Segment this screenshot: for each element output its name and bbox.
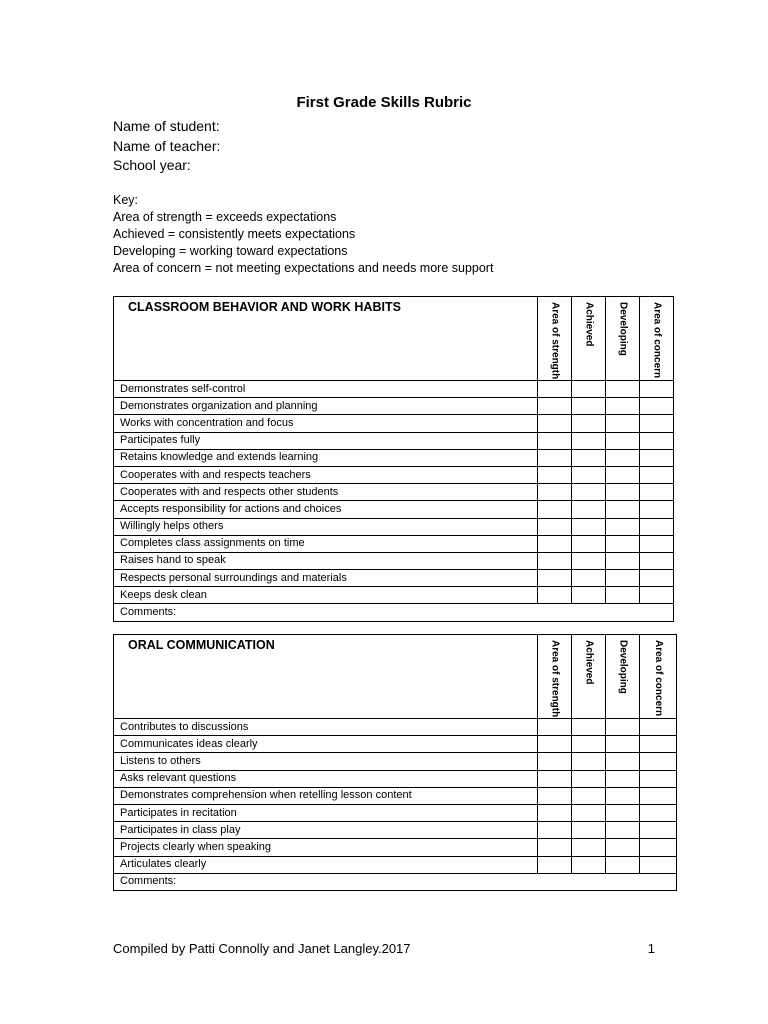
rating-cell[interactable] (606, 398, 640, 415)
rating-cell[interactable] (538, 856, 572, 873)
table-row (114, 398, 674, 415)
table-row (114, 787, 677, 804)
rating-cell[interactable] (572, 719, 606, 736)
footer-credit: Compiled by Patti Connolly and Janet Langley.2017 (113, 941, 411, 956)
column-header (572, 297, 606, 381)
table-row (114, 856, 677, 873)
rating-cell[interactable] (606, 432, 640, 449)
rating-cell[interactable] (572, 587, 606, 604)
column-header-label: Area of strength (549, 640, 561, 718)
table-row (114, 466, 674, 483)
rating-cell[interactable] (640, 466, 674, 483)
rating-cell[interactable] (606, 484, 640, 501)
rating-cell[interactable] (538, 535, 572, 552)
rating-cell[interactable] (640, 501, 674, 518)
key-line: Achieved = consistently meets expectations (113, 227, 356, 241)
rating-cell[interactable] (572, 398, 606, 415)
table-row (114, 381, 674, 398)
table-row (114, 753, 677, 770)
rating-cell[interactable] (640, 587, 674, 604)
rating-cell[interactable] (572, 381, 606, 398)
rating-cell[interactable] (606, 719, 640, 736)
skill-label: Accepts responsibility for actions and choices (114, 501, 538, 518)
rating-cell[interactable] (606, 415, 640, 432)
rating-cell[interactable] (606, 518, 640, 535)
rating-cell[interactable] (606, 466, 640, 483)
rating-cell[interactable] (640, 432, 674, 449)
skill-label: Respects personal surroundings and materials (114, 570, 538, 587)
skill-label: Willingly helps others (114, 518, 538, 535)
table-row (114, 719, 677, 736)
teacher-name-label: Name of teacher: (113, 137, 221, 154)
skill-label: Completes class assignments on time (114, 535, 538, 552)
table-row (114, 518, 674, 535)
rating-cell[interactable] (572, 432, 606, 449)
rating-cell[interactable] (572, 753, 606, 770)
key-heading: Key: (113, 193, 139, 207)
table-row (114, 839, 677, 856)
rating-cell[interactable] (606, 770, 640, 787)
rating-cell[interactable] (572, 518, 606, 535)
key-line: Area of strength = exceeds expectations (113, 210, 337, 224)
skill-label: Demonstrates organization and planning (114, 398, 538, 415)
rating-cell[interactable] (606, 804, 640, 821)
table-header-row (114, 635, 677, 719)
comments-row (114, 873, 677, 890)
student-name-label: Name of student: (113, 118, 220, 134)
column-header-label: Developing (617, 302, 629, 356)
rating-cell[interactable] (538, 570, 572, 587)
rating-cell[interactable] (640, 570, 674, 587)
table-row (114, 449, 674, 466)
comments-row (114, 604, 674, 621)
table-row (114, 535, 674, 552)
rating-cell[interactable] (572, 839, 606, 856)
rating-cell[interactable] (572, 787, 606, 804)
footer (113, 941, 655, 956)
rating-cell[interactable] (572, 449, 606, 466)
rating-cell[interactable] (640, 839, 677, 856)
rating-cell[interactable] (538, 719, 572, 736)
skill-label: Listens to others (114, 753, 538, 770)
rating-cell[interactable] (572, 736, 606, 753)
rating-cell[interactable] (538, 587, 572, 604)
rating-cell[interactable] (538, 822, 572, 839)
rating-cell[interactable] (572, 570, 606, 587)
school-year-label: School year: (113, 157, 191, 173)
rating-cell[interactable] (572, 466, 606, 483)
rating-cell[interactable] (538, 518, 572, 535)
rating-cell[interactable] (606, 839, 640, 856)
student-info (113, 117, 220, 176)
skill-label: Participates fully (114, 432, 538, 449)
rating-cell[interactable] (640, 449, 674, 466)
table-row (114, 804, 677, 821)
rating-cell[interactable] (572, 770, 606, 787)
rating-key (113, 192, 493, 277)
column-header-label: Area of concern (651, 302, 663, 379)
skill-label: Contributes to discussions (114, 719, 538, 736)
column-header-label: Area of strength (549, 302, 561, 380)
rating-cell[interactable] (606, 736, 640, 753)
table-row (114, 570, 674, 587)
skill-label: Raises hand to speak (114, 552, 538, 569)
rating-cell[interactable] (538, 415, 572, 432)
rating-cell[interactable] (640, 804, 677, 821)
rating-cell[interactable] (640, 770, 677, 787)
skill-label: Demonstrates self-control (114, 381, 538, 398)
column-header (538, 635, 572, 719)
column-header-label: Achieved (583, 640, 595, 685)
skill-label: Cooperates with and respects teachers (114, 466, 538, 483)
rating-cell[interactable] (538, 552, 572, 569)
rating-cell[interactable] (572, 501, 606, 518)
rating-cell[interactable] (538, 381, 572, 398)
rating-cell[interactable] (640, 856, 677, 873)
rating-cell[interactable] (538, 839, 572, 856)
skill-label: Articulates clearly (114, 856, 538, 873)
rating-cell[interactable] (538, 736, 572, 753)
rating-cell[interactable] (606, 787, 640, 804)
rating-cell[interactable] (640, 736, 677, 753)
skill-label: Communicates ideas clearly (114, 736, 538, 753)
rating-cell[interactable] (572, 856, 606, 873)
skill-label: Works with concentration and focus (114, 415, 538, 432)
comments-label[interactable]: Comments: (114, 873, 677, 890)
table-row (114, 415, 674, 432)
rating-cell[interactable] (538, 432, 572, 449)
rating-cell[interactable] (640, 787, 677, 804)
rating-cell[interactable] (640, 518, 674, 535)
column-header (572, 635, 606, 719)
rubric-table-behavior (113, 296, 674, 622)
column-header-label: Area of concern (653, 640, 664, 717)
rating-cell[interactable] (606, 856, 640, 873)
rating-cell[interactable] (606, 535, 640, 552)
rating-cell[interactable] (538, 770, 572, 787)
column-header-label: Achieved (583, 302, 595, 347)
rating-cell[interactable] (538, 449, 572, 466)
rating-cell[interactable] (640, 415, 674, 432)
skill-label: Retains knowledge and extends learning (114, 449, 538, 466)
rating-cell[interactable] (640, 753, 677, 770)
rating-cell[interactable] (640, 552, 674, 569)
rating-cell[interactable] (640, 719, 677, 736)
table-row (114, 484, 674, 501)
rating-cell[interactable] (606, 449, 640, 466)
skill-label: Cooperates with and respects other students (114, 484, 538, 501)
skill-label: Keeps desk clean (114, 587, 538, 604)
table-header-row (114, 297, 674, 381)
skill-label: Participates in class play (114, 822, 538, 839)
rating-cell[interactable] (538, 484, 572, 501)
page-title: First Grade Skills Rubric (296, 94, 472, 111)
table-row (114, 587, 674, 604)
rating-cell[interactable] (572, 552, 606, 569)
rating-cell[interactable] (538, 804, 572, 821)
table-row (114, 822, 677, 839)
rating-cell[interactable] (640, 484, 674, 501)
skill-label: Demonstrates comprehension when retelling lesson content (114, 787, 538, 804)
rating-cell[interactable] (606, 552, 640, 569)
table-row (114, 770, 677, 787)
section-title: CLASSROOM BEHAVIOR AND WORK HABITS (114, 297, 538, 381)
rating-cell[interactable] (606, 587, 640, 604)
key-line: Developing = working toward expectations (113, 244, 348, 258)
rating-cell[interactable] (606, 753, 640, 770)
rating-cell[interactable] (538, 466, 572, 483)
column-header (538, 297, 572, 381)
rating-cell[interactable] (572, 484, 606, 501)
comments-label[interactable]: Comments: (114, 604, 674, 621)
section-title: ORAL COMMUNICATION (114, 635, 538, 719)
column-header-label: Developing (617, 640, 629, 694)
rating-cell[interactable] (640, 535, 674, 552)
rating-cell[interactable] (640, 398, 674, 415)
skill-label: Projects clearly when speaking (114, 839, 538, 856)
rating-cell[interactable] (572, 535, 606, 552)
table-row (114, 736, 677, 753)
rating-cell[interactable] (538, 398, 572, 415)
rating-cell[interactable] (538, 501, 572, 518)
skill-label: Asks relevant questions (114, 770, 538, 787)
page-number: 1 (647, 941, 655, 956)
skill-label: Participates in recitation (114, 804, 538, 821)
rating-cell[interactable] (606, 822, 640, 839)
column-header (606, 635, 640, 719)
rating-cell[interactable] (538, 753, 572, 770)
table-row (114, 552, 674, 569)
column-header (640, 297, 674, 381)
rating-cell[interactable] (606, 570, 640, 587)
rating-cell[interactable] (640, 381, 674, 398)
rating-cell[interactable] (606, 501, 640, 518)
key-line: Area of concern = not meeting expectations and needs more support (113, 261, 494, 275)
column-header (640, 635, 677, 719)
rating-cell[interactable] (572, 415, 606, 432)
rating-cell[interactable] (572, 804, 606, 821)
rating-cell[interactable] (538, 787, 572, 804)
table-row (114, 501, 674, 518)
rubric-table-oral-communication (113, 634, 677, 891)
rating-cell[interactable] (572, 822, 606, 839)
rating-cell[interactable] (640, 822, 677, 839)
column-header (606, 297, 640, 381)
rating-cell[interactable] (606, 381, 640, 398)
table-row (114, 432, 674, 449)
